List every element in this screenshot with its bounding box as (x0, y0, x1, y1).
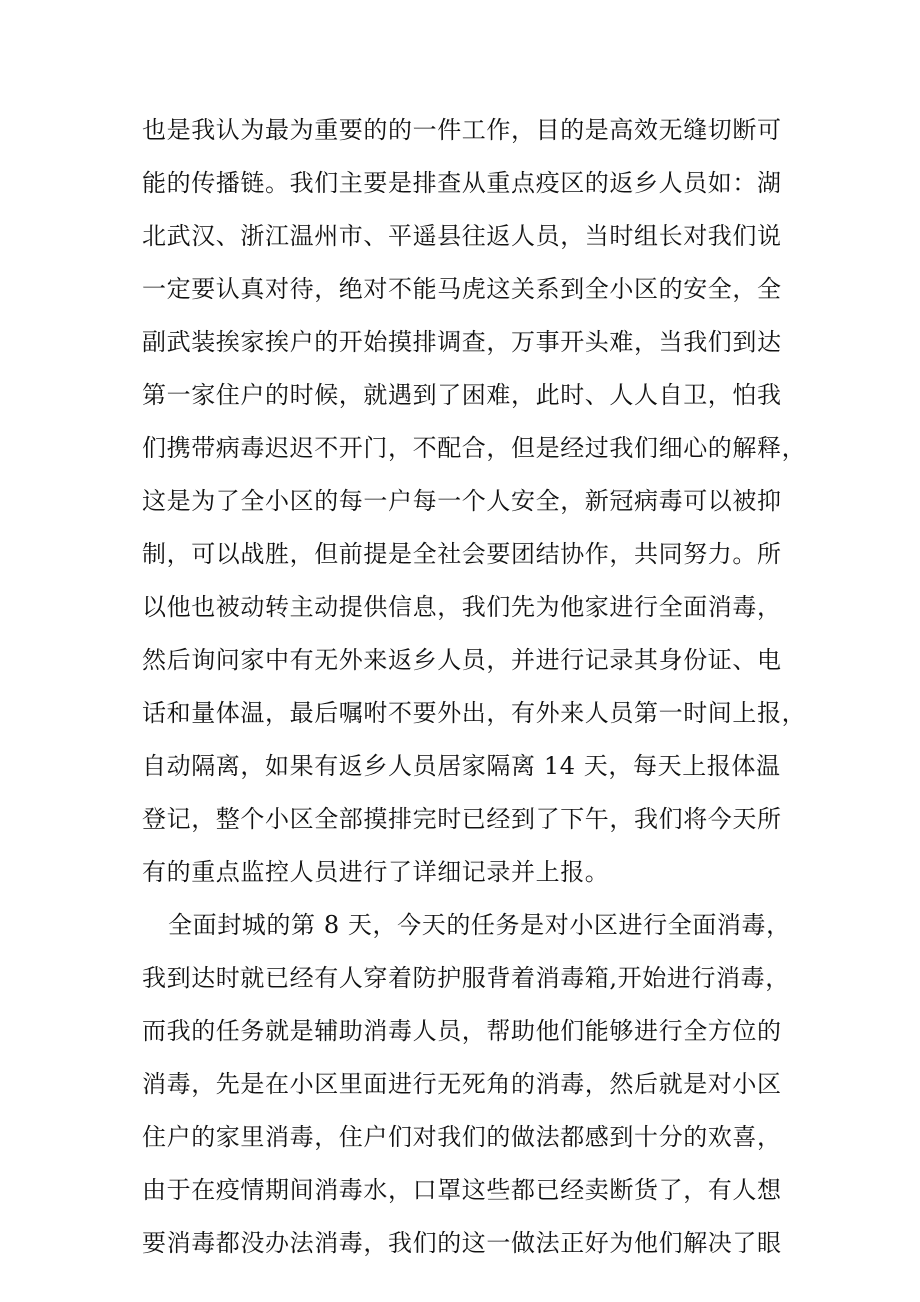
text-line: 我到达时就已经有人穿着防护服背着消毒箱,开始进行消毒， (142, 964, 790, 992)
text-line: 要消毒都没办法消毒，我们的这一做法正好为他们解决了眼 (142, 1229, 782, 1257)
text-line: 一定要认真对待，绝对不能马虎这关系到全小区的安全，全 (142, 275, 782, 303)
text-line: 制，可以战胜，但前提是全社会要团结协作，共同努力。所 (142, 540, 782, 568)
text-line: 有的重点监控人员进行了详细记录并上报。 (142, 858, 610, 886)
text-line: 以他也被动转主动提供信息，我们先为他家进行全面消毒， (142, 593, 782, 621)
text-line: 北武汉、浙江温州市、平遥县往返人员，当时组长对我们说 (142, 222, 782, 250)
text-line: 话和量体温，最后嘱咐不要外出，有外来人员第一时间上报， (142, 699, 807, 727)
text-line: 全面封城的第 8 天，今天的任务是对小区进行全面消毒， (168, 911, 791, 939)
text-line: 消毒，先是在小区里面进行无死角的消毒，然后就是对小区 (142, 1070, 782, 1098)
text-line: 自动隔离，如果有返乡人员居家隔离 14 天，每天上报体温 (142, 752, 781, 780)
text-line: 们携带病毒迟迟不开门，不配合，但是经过我们细心的解释， (142, 434, 807, 462)
text-line: 这是为了全小区的每一户每一个人安全，新冠病毒可以被抑 (142, 487, 782, 515)
text-line: 由于在疫情期间消毒水，口罩这些都已经卖断货了，有人想 (142, 1176, 782, 1204)
text-line: 第一家住户的时候，就遇到了困难，此时、人人自卫，怕我 (142, 381, 782, 409)
text-line: 也是我认为最为重要的的一件工作，目的是高效无缝切断可 (142, 116, 782, 144)
text-line: 住户的家里消毒，住户们对我们的做法都感到十分的欢喜， (142, 1123, 782, 1151)
text-line: 而我的任务就是辅助消毒人员，帮助他们能够进行全方位的 (142, 1017, 782, 1045)
text-line: 能的传播链。我们主要是排查从重点疫区的返乡人员如：湖 (142, 169, 782, 197)
text-line: 登记，整个小区全部摸排完时已经到了下午，我们将今天所 (142, 805, 782, 833)
text-line: 然后询问家中有无外来返乡人员，并进行记录其身份证、电 (142, 646, 782, 674)
text-line: 副武装挨家挨户的开始摸排调查，万事开头难，当我们到达 (142, 328, 782, 356)
